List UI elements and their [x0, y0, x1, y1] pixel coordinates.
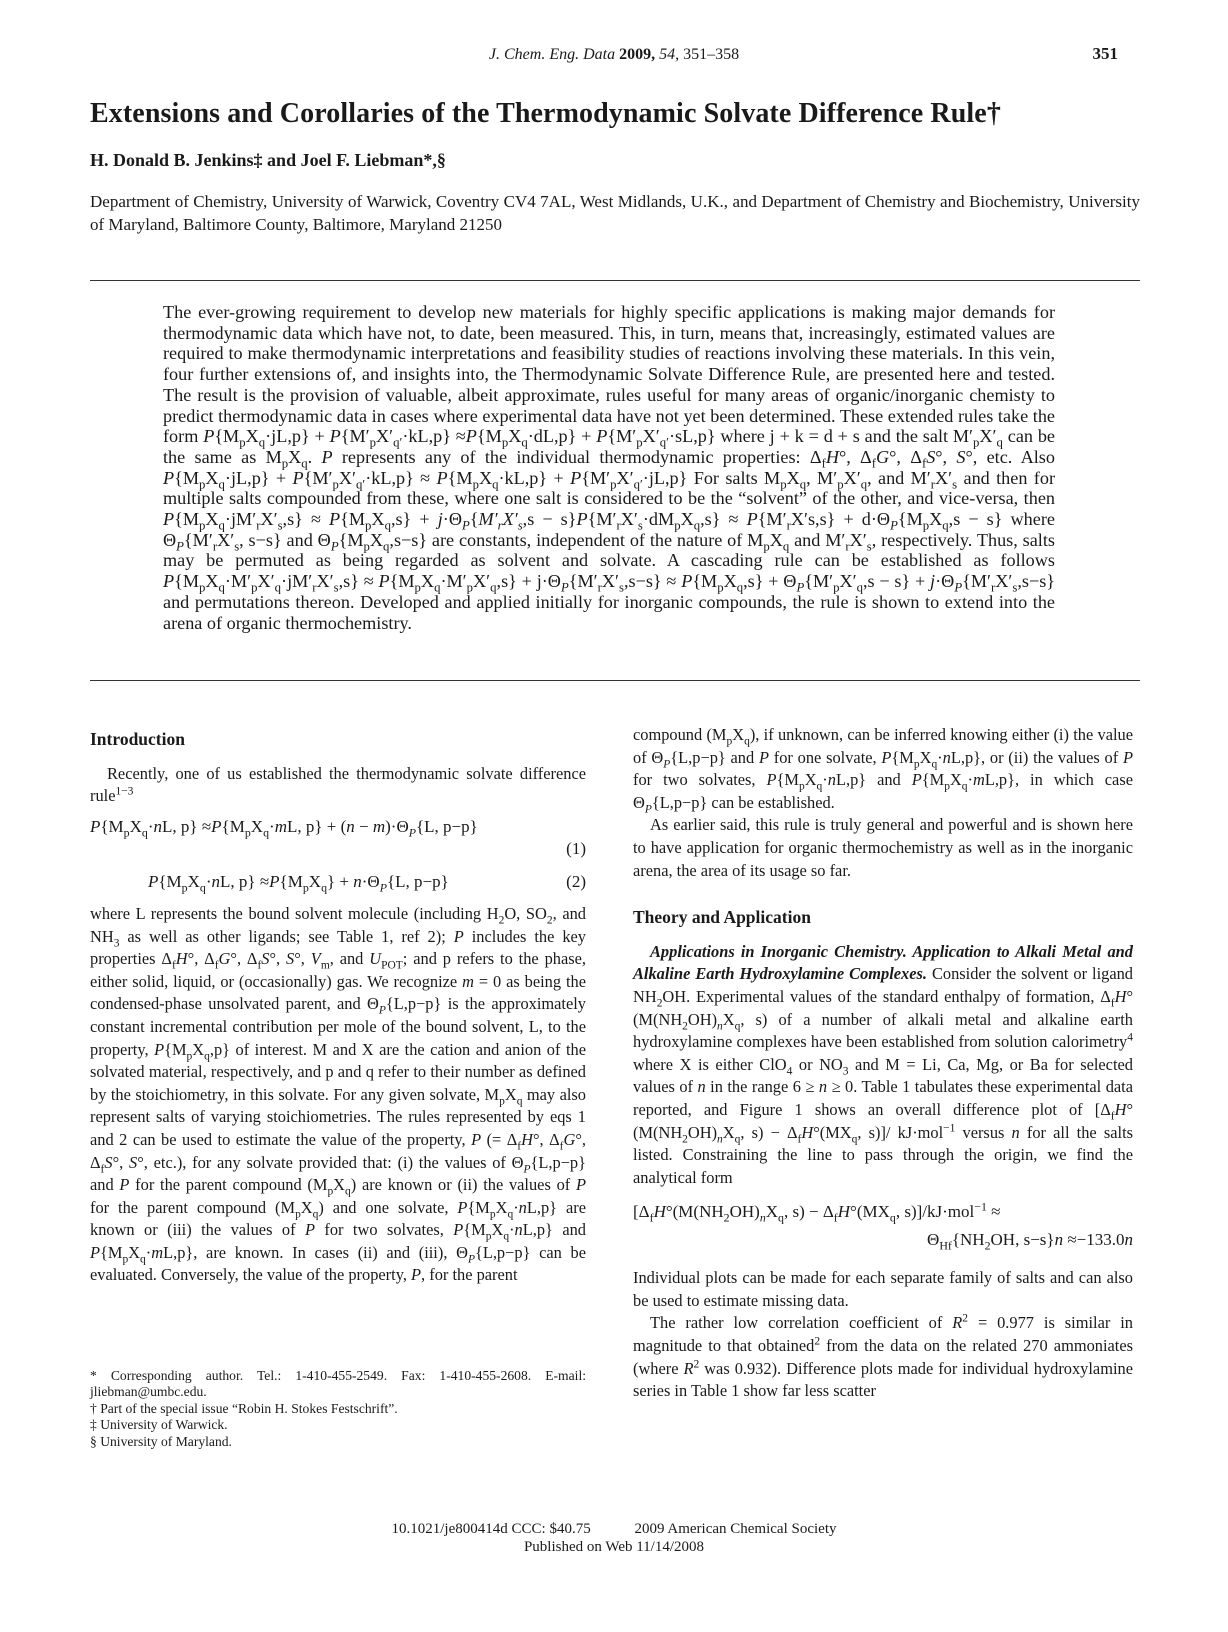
footnote-maryland: § University of Maryland. — [90, 1433, 232, 1449]
abstract-top-rule — [90, 280, 1140, 281]
abstract: The ever-growing requirement to develop new materials for highly specific applications is making major demands for thermodynamic data which have not, to date, been measured. This, in turn, means that, increasingly, estimated values are required to make thermodynamic interpretations and feasibility studies of reactions involving these materials. In this vein, four further extensions of, and insights into, the Thermodynamic Solvate Difference Rule, are presented here and tested. The result is the provision of valuable, albeit approximate, rules useful for many areas of organic/inorganic chemisty to predict thermodynamic data in cases where experimental data have not yet been determined. These extended rules take the form $P\{M_pX_q\cdot jL,p\} + P\{M'_pX'_{q'}\cdot kL,p\} \approx P\{M_pX_q\cdot dL,p\} + P\{M'_pX'_{q'}\cdot sL,p\}$ where j + k = d + s and the salt $M'_pX'_q$ can be the same as $M_pX_q$. P represents any of the individual thermodynamic properties: $\Delta_fH^\circ$, $\Delta_fG^\circ$, $\Delta_fS^\circ$, S°, etc. Also $P\{M_pX_q\cdot jL,p\} + P\{M'_pX'_{q'}\cdot kL,p\} \approx P\{M_pX_q\cdot kL,p\} + P\{M'_pX'_{q'}\cdot jL,p\}$ For salts $M_pX_q$, $M'_pX'_q$, and $M'_rX'_s$ and then for multiple salts compounded from these, where one salt is considered to be the “solvent” of the other, and vice-versa, then $P\{M_pX_q\cdot jM'_rX'_s,s\} \approx P\{M_pX_q,s\} + j\cdot\Theta_P\{M'_rX'_s,s - s\}P\{M'_rX'_s\cdot dM_pX_q,s\} \approx P\{M'_rX's,s\} + d\cdot\Theta_P\{M_pX_q,s - s\}$ where $\Theta_P\{M'_rX'_s$, s−s} and $\Theta_P\{M_pX_q,s-s\}$ are constants, independent of the nature of $M_pX_q$ and $M'_rX'_s$, respectively. Thus, salts may be permuted as being regarded as solvent and solvate. A cascading rule can be established as follows $P\{M_pX_q\cdot M'_pX'_q\cdot jM'_rX'_s,s\} \approx P\{M_pX_q\cdot M'_pX'_q,s\} + j\cdot\Theta_P\{M'_rX'_s,s-s\} \approx P\{M_pX_q,s\} + \Theta_P\{M'_pX'_q,s - s\} + j\cdot\Theta_P\{M'_rX'_s,s-s\}$ and permutations thereon. Developed and applied initially for inorganic compounds, the rule is shown to extend into the arena of organic thermochemistry. — [163, 302, 1056, 633]
footnote-warwick: ‡ University of Warwick. — [90, 1417, 228, 1433]
journal-volume: 54, — [659, 46, 680, 63]
section-heading-theory: Theory and Application — [633, 907, 811, 928]
journal-pages: 351–358 — [683, 46, 740, 63]
footnote-special-issue: † Part of the special issue “Robin H. Stokes Festschrift”. — [90, 1400, 398, 1416]
intro-paragraph-2: where L represents the bound solvent molecule (including $H_2O$, $SO_2$, and $NH_3$ as well as other ligands; see Table 1, ref 2); P includes the key properties $\Delta_fH^\circ$, $\Delta_fG^\circ$, $\Delta_fS^\circ$, S°, $V_m$, and $U_{POT}$; and p refers to the phase, either solid, liquid, or (occasionally) gas. We recognize m = 0 as being the condensed-phase unsolvated parent, and $\Theta_P\{L,p-p\}$ is the approximately constant incremental contribution per mole of the bound solvent, L, to the property, $P\{M_pX_q,p\}$ of interest. M and X are the cation and anion of the solvated material, respectively, and p and q refer to their number as defined by the stoichiometry, in this solvate. For any given solvate, $M_pX_q$ may also represent salts of varying stoichiometries. The rules represented by eqs 1 and 2 can be used to estimate the value of the property, P (= $\Delta_fH^\circ$, $\Delta_fG^\circ$, $\Delta_fS^\circ$, S°, etc.), for any solvate provided that: (i) the values of $\Theta_P\{L,p-p\}$ and P for the parent compound $(M_pX_q)$ are known or (ii) the values of P for the parent compound $(M_pX_q)$ and one solvate, $P\{M_pX_q\cdot nL,p\}$ are known or (iii) the values of P for two solvates, $P\{M_pX_q\cdot nL,p\}$ and $P\{M_pX_q\cdot mL,p\}$, are known. In cases (ii) and (iii), $\Theta_P\{L,p-p\}$ can be evaluated. Conversely, the value of the property, P, for the parent — [90, 903, 587, 1285]
author-list: H. Donald B. Jenkins‡ and Joel F. Liebman*,§ — [90, 150, 446, 170]
page-number: 351 — [1092, 44, 1118, 63]
journal-year: 2009, — [619, 46, 656, 63]
theory-paragraph-1: Applications in Inorganic Chemistry. Application to Alkali Metal and Alkaline Earth Hydroxylamine Complexes. Consider the solvent or ligand $NH_2OH$. Experimental values of the standard enthalpy of formation, $\Delta_fH^\circ(M(NH_2OH)_nX_q$, s) of a number of alkali metal and alkaline earth hydroxylamine complexes have been established from solution calorimetry$^4$ where X is either ClO$_4$ or $NO_3$ and M = Li, Ca, Mg, or Ba for selected values of n in the range 6 ≥ n ≥ 0. Table 1 tabulates these experimental data reported, and Figure 1 shows an overall difference plot of [$\Delta_fH^\circ(M(NH_2OH)_nX_q$, $s) - \Delta_fH^\circ(MX_q$, s)]/ kJ·mol$^{-1}$ versus n for all the salts listed. Constraining the line to pass through the origin, we find the analytical form — [633, 941, 1134, 1187]
footnote-corresponding: * Corresponding author. Tel.: 1-410-455-2549. Fax: 1-410-455-2608. E-mail: jliebman@umbc.edu. — [90, 1368, 586, 1400]
equation-1-number: (1) — [566, 839, 586, 859]
equation-2-number: (2) — [566, 871, 586, 891]
right-column — [633, 724, 1133, 1403]
article-title: Extensions and Corollaries of the Thermodynamic Solvate Difference Rule† — [90, 98, 1001, 129]
footer-published: Published on Web 11/14/2008 — [523, 1539, 705, 1555]
page-footer — [0, 1520, 1228, 1556]
intro-paragraph-4: As earlier said, this rule is truly general and powerful and is shown here to have application for organic thermochemistry as well as in the inorganic arena, the area of its usage so far. — [633, 815, 1133, 880]
intro-paragraph-3: compound $(M_pX_q)$, if unknown, can be inferred knowing either (i) the value of $\Theta_P\{L,p-p\}$ and P for one solvate, $P\{M_pX_q\cdot nL,p\}$, or (ii) the values of P for two solvates, $P\{M_pX_q\cdot nL,p\}$ and $P\{M_pX_q\cdot mL,p\}$, in which case $\Theta_P\{L,p-p\}$ can be established. — [633, 725, 1134, 816]
equation-1: $P\{M_pX_q\cdot nL$, $p\} \approx P\{M_pX_q\cdot mL$, $p\} + (n - m)\cdot\Theta_P\{L$, p−p} (1) — [90, 816, 586, 861]
affiliation: Department of Chemistry, University of Warwick, Coventry CV4 7AL, West Midlands, U.K., and Department of Chemistry and Biochemistry, University of Maryland, Baltimore County, Baltimore, Maryland 21250 — [90, 192, 1140, 234]
equation-2: $P\{M_pX_q\cdot nL$, $p\} \approx P\{M_pX_q\} + n\cdot\Theta_P\{L$, p−p} (2) — [148, 871, 586, 895]
theory-paragraph-3: The rather low correlation coefficient of $R^2 = 0.977$ is similar in magnitude to that obtained$^2$ from the data on the related 270 ammoniates (where $R^2$ was 0.932). Difference plots made for individual hydroxylamine series in Table 1 show far less scatter — [633, 1313, 1133, 1401]
footer-copyright: 2009 American Chemical Society — [634, 1521, 837, 1537]
abstract-bottom-rule — [90, 680, 1140, 681]
equation-3: [$\Delta_fH^\circ(M(NH_2OH)_nX_q$, $s) - \Delta_fH^\circ(MX_q$, s)]/kJ·mol$^{-1}$ ≈ $\Theta_{Hf}\{NH_2OH$, s−s}n ≈−133.0n — [633, 1199, 1133, 1253]
section-heading-introduction: Introduction — [90, 729, 185, 749]
running-head — [0, 46, 1228, 64]
theory-paragraph-2: Individual plots can be made for each separate family of salts and can also be used to estimate missing data. — [633, 1268, 1133, 1310]
left-column — [90, 724, 586, 1287]
intro-paragraph-1: Recently, one of us established the thermodynamic solvate difference rule$^{1-3}$ — [90, 763, 586, 806]
footer-doi: 10.1021/je800414d CCC: $40.75 — [391, 1521, 591, 1537]
footnotes — [90, 1368, 586, 1450]
journal-name: J. Chem. Eng. Data — [488, 46, 616, 63]
